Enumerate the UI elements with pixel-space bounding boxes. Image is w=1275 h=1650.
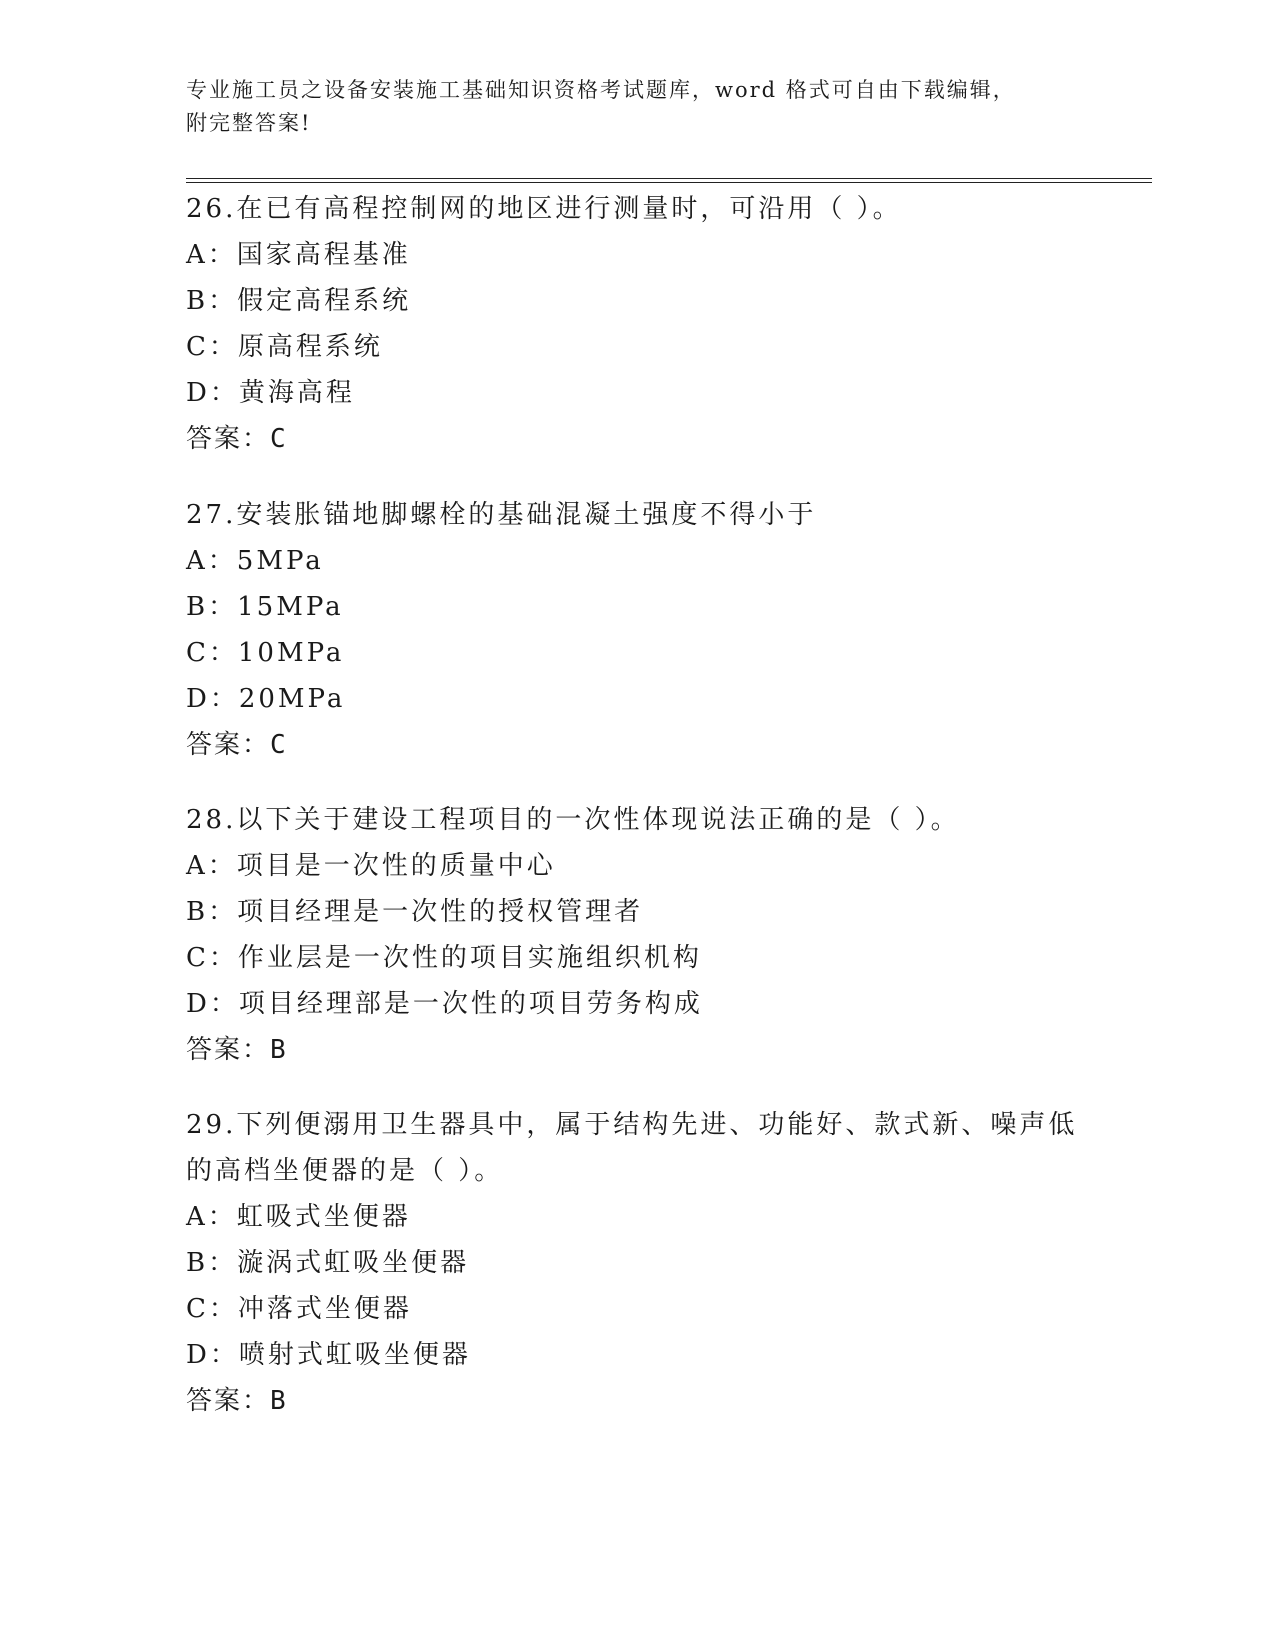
- option-d: D：黄海高程: [186, 378, 355, 408]
- option-b: B：项目经理是一次性的授权管理者: [186, 897, 644, 927]
- question-stem: 27.安装胀锚地脚螺栓的基础混凝土强度不得小于: [186, 500, 817, 530]
- option-a: A：虹吸式坐便器: [186, 1202, 411, 1232]
- option-c: C：10MPa: [186, 638, 345, 668]
- answer-value: B: [270, 1386, 286, 1416]
- question-26: [186, 186, 1086, 462]
- header-line-1: 专业施工员之设备安装施工基础知识资格考试题库，word 格式可自由下载编辑，: [186, 78, 1016, 102]
- answer-value: B: [270, 1035, 286, 1065]
- option-a: A：5MPa: [186, 546, 324, 576]
- option-d: D：20MPa: [186, 684, 346, 714]
- answer-value: C: [270, 424, 286, 454]
- option-b: B：15MPa: [186, 592, 344, 622]
- answer-line: [186, 1378, 1086, 1424]
- option-c: C：作业层是一次性的项目实施组织机构: [186, 943, 702, 973]
- option-d: D：项目经理部是一次性的项目劳务构成: [186, 989, 703, 1019]
- answer-label: 答案：: [186, 1035, 271, 1065]
- option-a: A：国家高程基准: [186, 240, 411, 270]
- answer-label: 答案：: [186, 424, 271, 454]
- answer-line: [186, 1027, 1086, 1073]
- question-27: [186, 492, 1086, 768]
- question-stem-line-1: 29.下列便溺用卫生器具中，属于结构先进、功能好、款式新、噪声低: [186, 1110, 1078, 1140]
- option-c: C：冲落式坐便器: [186, 1294, 412, 1324]
- option-d: D：喷射式虹吸坐便器: [186, 1340, 471, 1370]
- header-line-2: 附完整答案!: [186, 111, 312, 135]
- question-stem: 28.以下关于建设工程项目的一次性体现说法正确的是（ ）。: [186, 805, 960, 835]
- answer-line: [186, 722, 1086, 768]
- option-c: C：原高程系统: [186, 332, 383, 362]
- question-stem: 26.在已有高程控制网的地区进行测量时，可沿用（ ）。: [186, 194, 902, 224]
- question-28: [186, 797, 1086, 1073]
- answer-label: 答案：: [186, 1386, 271, 1416]
- header-divider-top: [186, 178, 1152, 179]
- question-stem-line-2: 的高档坐便器的是（ ）。: [186, 1156, 504, 1186]
- answer-line: [186, 416, 1086, 462]
- option-b: B：假定高程系统: [186, 286, 412, 316]
- question-29: [186, 1102, 1086, 1424]
- document-header: [186, 74, 1086, 140]
- option-b: B：漩涡式虹吸坐便器: [186, 1248, 470, 1278]
- answer-value: C: [270, 730, 286, 760]
- header-divider-bottom: [186, 182, 1152, 183]
- option-a: A：项目是一次性的质量中心: [186, 851, 556, 881]
- answer-label: 答案：: [186, 730, 271, 760]
